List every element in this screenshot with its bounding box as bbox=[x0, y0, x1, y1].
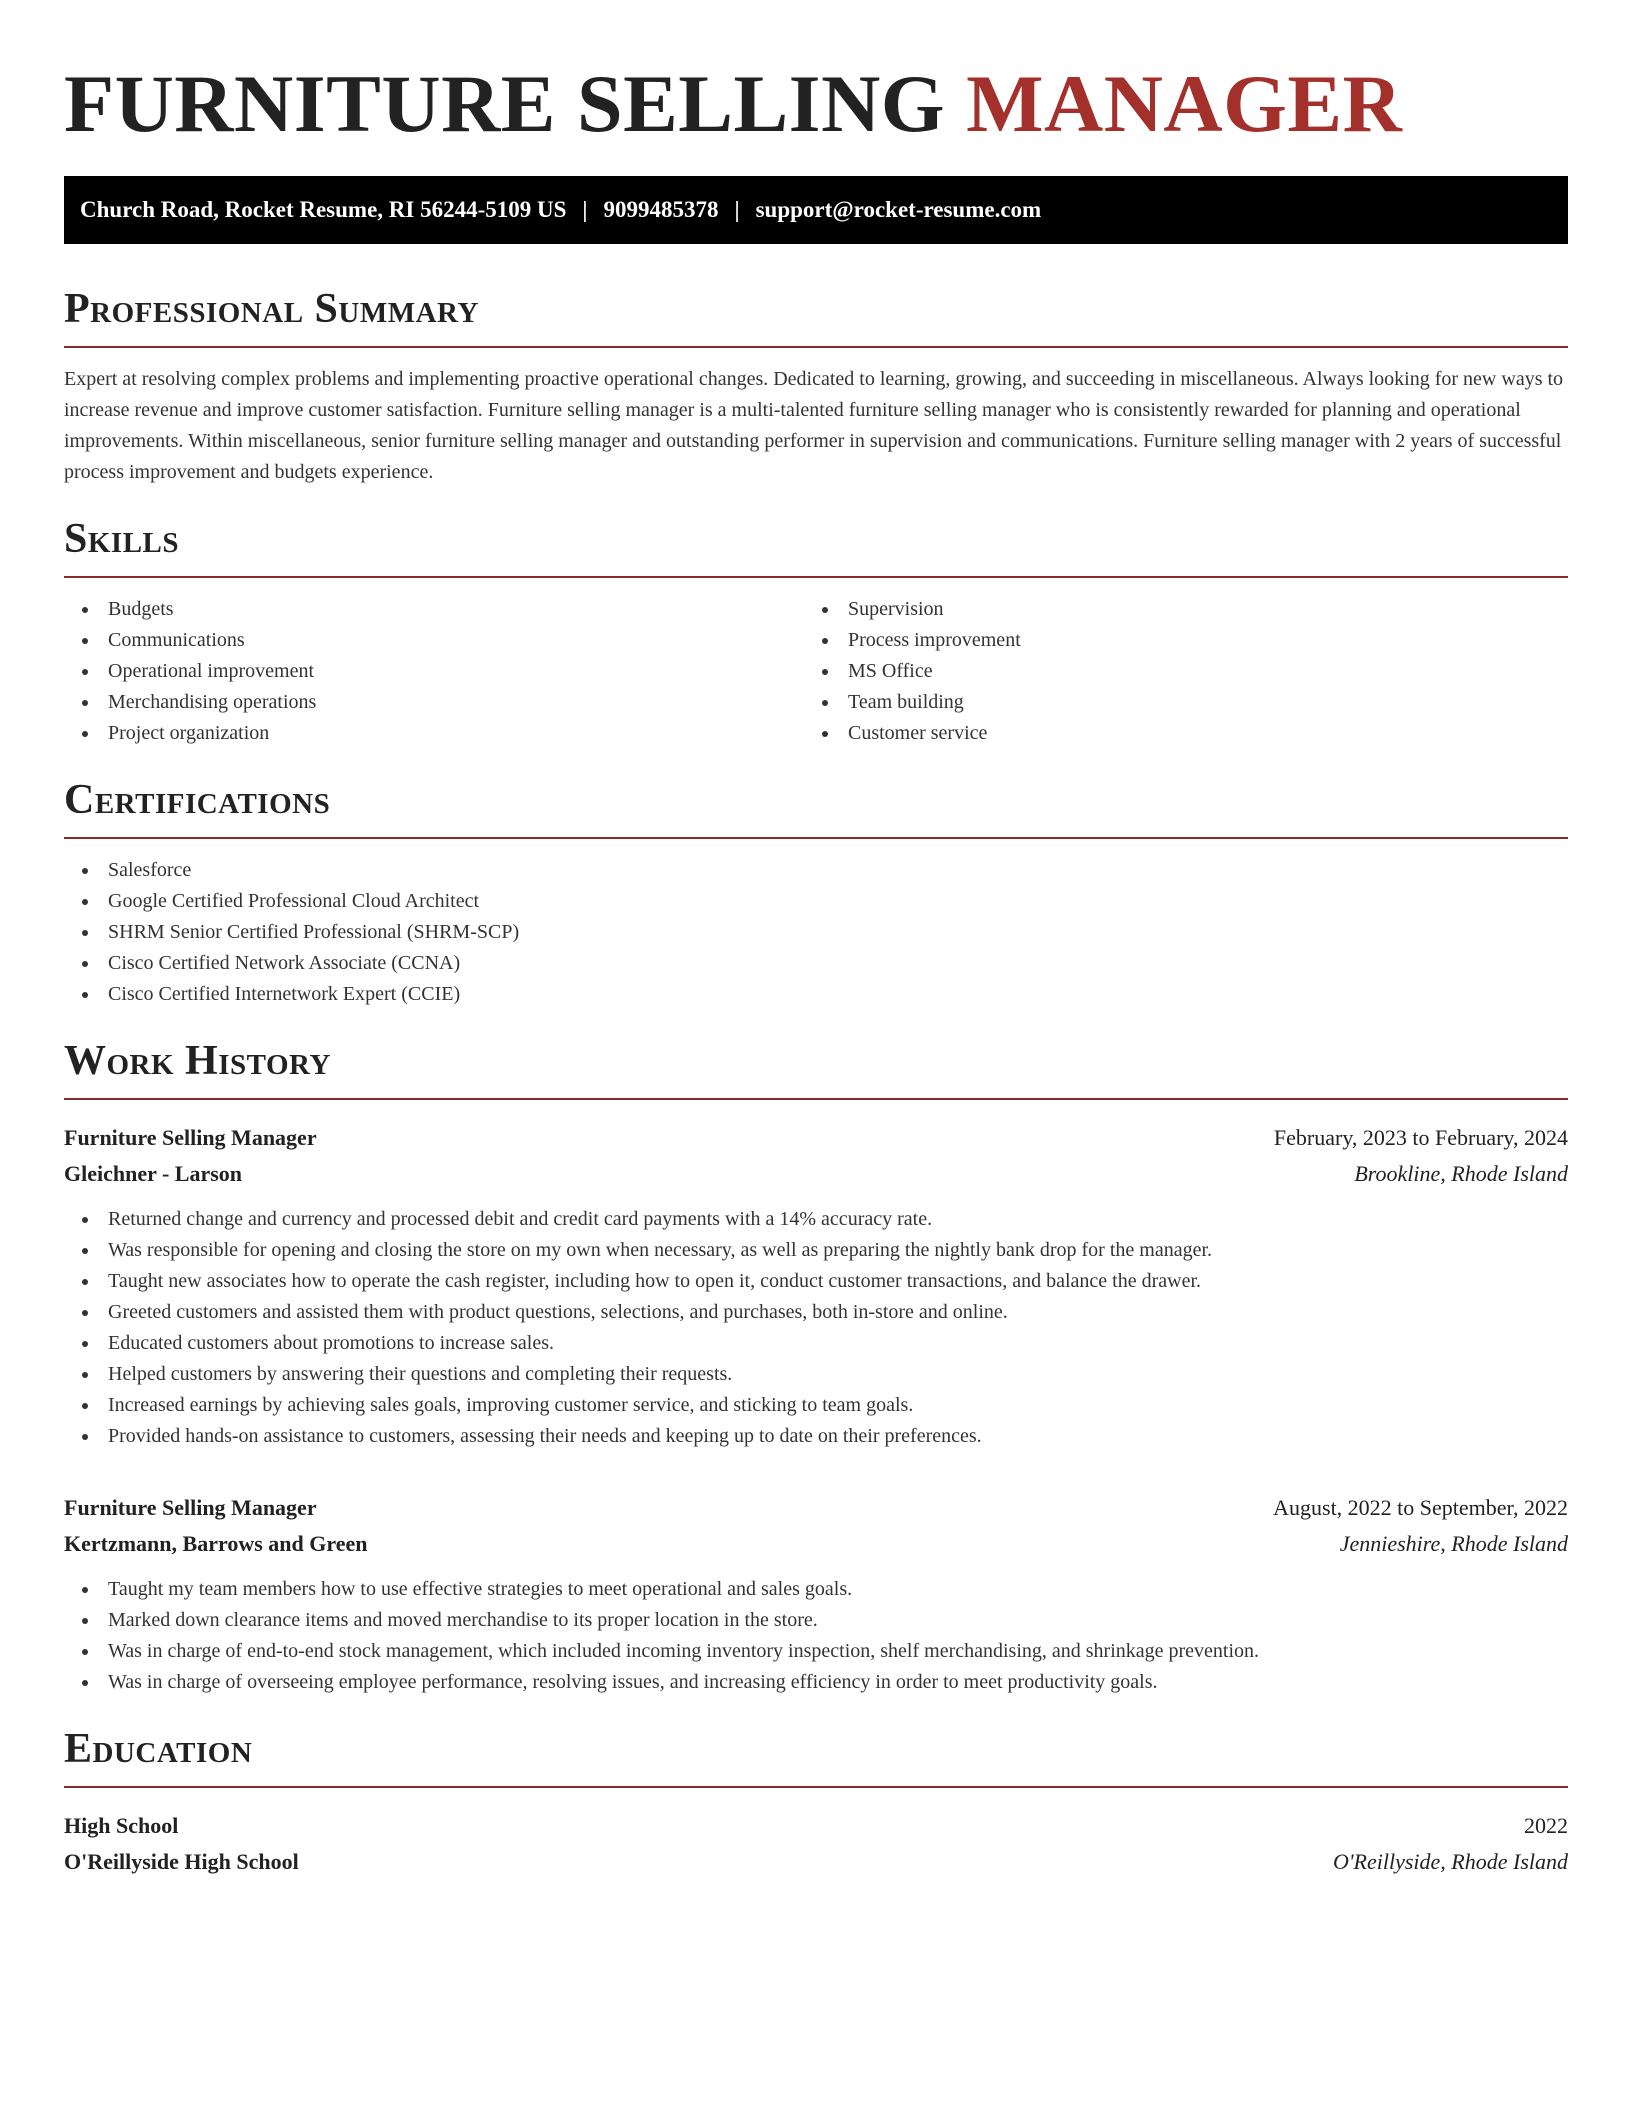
section-divider bbox=[64, 1786, 1568, 1788]
job-bullet: Taught my team members how to use effective strategies to meet operational and sales goals. bbox=[64, 1574, 1568, 1605]
job-bullet: Returned change and currency and processed debit and credit card payments with a 14% accuracy rate. bbox=[64, 1204, 1568, 1235]
job-header-row bbox=[64, 1490, 1568, 1526]
job-bullet: Was in charge of end-to-end stock management, which included incoming inventory inspection, shelf merchandising, and shrinkage prevention. bbox=[64, 1636, 1568, 1667]
section-divider bbox=[64, 1098, 1568, 1100]
job-company-row bbox=[64, 1526, 1568, 1562]
job-bullet: Increased earnings by achieving sales goals, improving customer service, and sticking to team goals. bbox=[64, 1390, 1568, 1421]
title-main: FURNITURE SELLING bbox=[64, 58, 967, 149]
contact-separator: | bbox=[734, 197, 740, 222]
job-bullet: Marked down clearance items and moved merchandise to its proper location in the store. bbox=[64, 1605, 1568, 1636]
job-entry bbox=[64, 1120, 1568, 1452]
skill-item: Budgets bbox=[64, 594, 804, 625]
job-bullet: Helped customers by answering their questions and completing their requests. bbox=[64, 1359, 1568, 1390]
skill-item: Supervision bbox=[804, 594, 1544, 625]
job-dates: February, 2023 to February, 2024 bbox=[1273, 1125, 1568, 1150]
education-school-row bbox=[64, 1844, 1568, 1880]
job-bullets bbox=[64, 1574, 1568, 1698]
skill-item: Operational improvement bbox=[64, 656, 804, 687]
certification-item: Cisco Certified Internetwork Expert (CCIE) bbox=[64, 979, 1568, 1010]
job-bullet: Provided hands-on assistance to customers, assessing their needs and keeping up to date on their preferences. bbox=[64, 1421, 1568, 1452]
job-company: Gleichner - Larson bbox=[64, 1161, 243, 1186]
job-bullet: Greeted customers and assisted them with product questions, selections, and purchases, both in-store and online. bbox=[64, 1297, 1568, 1328]
certification-item: Google Certified Professional Cloud Architect bbox=[64, 886, 1568, 917]
education-entry bbox=[64, 1808, 1568, 1880]
skill-item: Team building bbox=[804, 687, 1544, 718]
skill-item: Merchandising operations bbox=[64, 687, 804, 718]
skill-item: Communications bbox=[64, 625, 804, 656]
education-year: 2022 bbox=[1524, 1813, 1568, 1838]
job-location: Brookline, Rhode Island bbox=[1354, 1161, 1568, 1186]
certification-item: Cisco Certified Network Associate (CCNA) bbox=[64, 948, 1568, 979]
work-history-section bbox=[64, 1036, 1568, 1698]
work-history-heading: Work History bbox=[64, 1038, 331, 1084]
education-school: O'Reillyside High School bbox=[64, 1849, 299, 1874]
job-bullet: Taught new associates how to operate the cash register, including how to open it, conduct customer transactions, and balance the drawer. bbox=[64, 1266, 1568, 1297]
skill-item: Process improvement bbox=[804, 625, 1544, 656]
title-accent: MANAGER bbox=[966, 58, 1403, 149]
education-degree: High School bbox=[64, 1813, 179, 1838]
skills-section bbox=[64, 514, 1568, 749]
job-company: Kertzmann, Barrows and Green bbox=[64, 1531, 368, 1556]
skills-list-right bbox=[804, 594, 1544, 749]
job-entry bbox=[64, 1490, 1568, 1698]
job-company-row bbox=[64, 1156, 1568, 1192]
resume-title bbox=[64, 0, 1568, 152]
contact-bar bbox=[64, 176, 1568, 244]
section-divider bbox=[64, 346, 1568, 348]
summary-section bbox=[64, 284, 1568, 488]
education-heading: Education bbox=[64, 1726, 253, 1772]
certification-item: Salesforce bbox=[64, 855, 1568, 886]
contact-email: support@rocket-resume.com bbox=[755, 197, 1042, 222]
skill-item: MS Office bbox=[804, 656, 1544, 687]
job-title: Furniture Selling Manager bbox=[64, 1125, 317, 1150]
certifications-list bbox=[64, 855, 1568, 1010]
certification-item: SHRM Senior Certified Professional (SHRM-SCP) bbox=[64, 917, 1568, 948]
certifications-section bbox=[64, 775, 1568, 1010]
skills-columns bbox=[64, 594, 1568, 749]
job-header-row bbox=[64, 1120, 1568, 1156]
contact-phone: 9099485378 bbox=[603, 197, 719, 222]
education-location: O'Reillyside, Rhode Island bbox=[1332, 1849, 1568, 1874]
summary-heading: Professional Summary bbox=[64, 286, 479, 332]
job-bullet: Was responsible for opening and closing the store on my own when necessary, as well as preparing the nightly bank drop for the manager. bbox=[64, 1235, 1568, 1266]
section-divider bbox=[64, 576, 1568, 578]
skill-item: Customer service bbox=[804, 718, 1544, 749]
summary-text: Expert at resolving complex problems and implementing proactive operational changes. Dedicated to learning, growing, and succeeding in miscellaneous. Always looking for new ways to increase revenue and improve customer satisfaction. Furniture selling manager is a multi-talented furniture selling manager who is consistently rewarded for planning and operational improvements. Within miscellaneous, senior furniture selling manager and outstanding performer in supervision and communications. Furniture selling manager with 2 years of successful process improvement and budgets experience. bbox=[64, 368, 1564, 483]
job-bullet: Was in charge of overseeing employee performance, resolving issues, and increasing efficiency in order to meet productivity goals. bbox=[64, 1667, 1568, 1698]
contact-separator: | bbox=[582, 197, 588, 222]
education-degree-row bbox=[64, 1808, 1568, 1844]
job-title: Furniture Selling Manager bbox=[64, 1495, 317, 1520]
job-location: Jennieshire, Rhode Island bbox=[1339, 1531, 1568, 1556]
job-bullet: Educated customers about promotions to increase sales. bbox=[64, 1328, 1568, 1359]
skills-list-left bbox=[64, 594, 804, 749]
section-divider bbox=[64, 837, 1568, 839]
education-section bbox=[64, 1724, 1568, 1880]
contact-address: Church Road, Rocket Resume, RI 56244-5109 US bbox=[80, 197, 567, 222]
job-dates: August, 2022 to September, 2022 bbox=[1273, 1495, 1568, 1520]
skill-item: Project organization bbox=[64, 718, 804, 749]
job-bullets bbox=[64, 1204, 1568, 1452]
skills-heading: Skills bbox=[64, 516, 180, 562]
certifications-heading: Certifications bbox=[64, 777, 331, 823]
